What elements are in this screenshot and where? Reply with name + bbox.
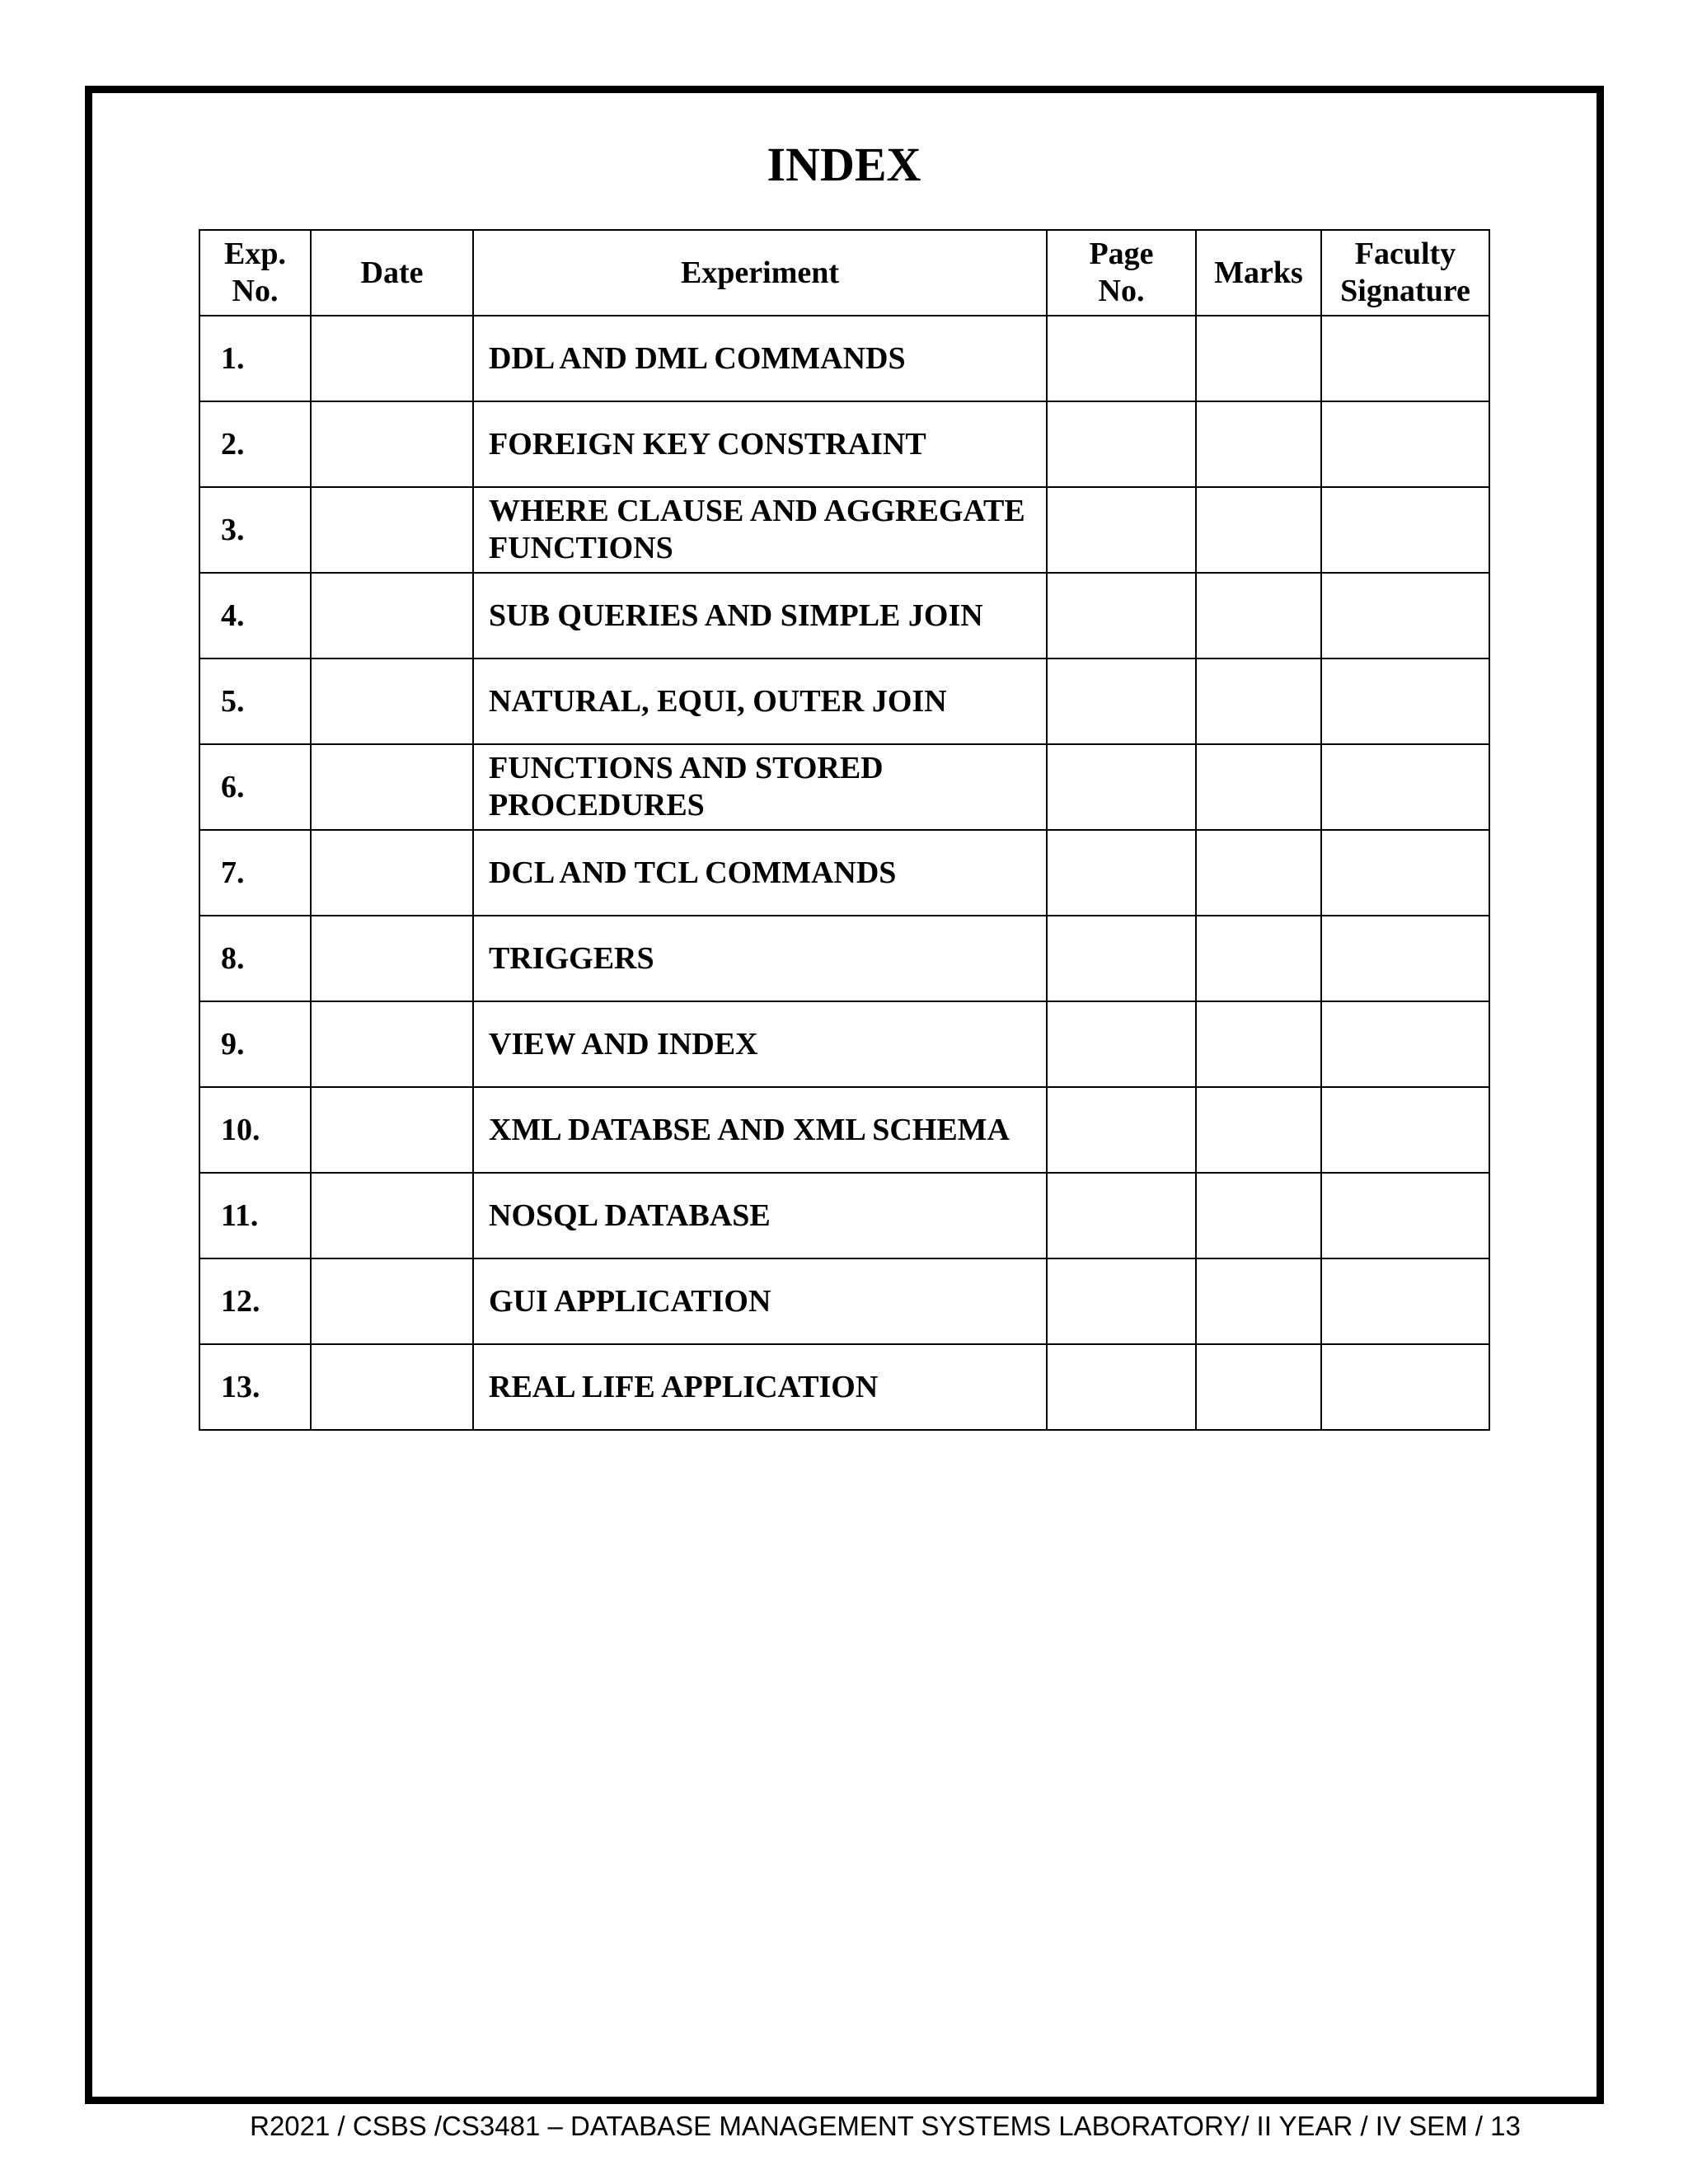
header-page-no-label: Page No. bbox=[1089, 237, 1154, 308]
cell-faculty-signature bbox=[1321, 1173, 1489, 1258]
cell-faculty-signature bbox=[1321, 658, 1489, 744]
index-table bbox=[199, 229, 1490, 1431]
header-row bbox=[199, 230, 1489, 316]
cell-marks bbox=[1196, 658, 1321, 744]
cell-experiment: TRIGGERS bbox=[473, 916, 1047, 1001]
cell-marks bbox=[1196, 1001, 1321, 1087]
table-header bbox=[199, 230, 1489, 316]
cell-exp-no: 6. bbox=[199, 744, 311, 830]
cell-page-no bbox=[1047, 916, 1196, 1001]
cell-experiment: FOREIGN KEY CONSTRAINT bbox=[473, 401, 1047, 487]
cell-faculty-signature bbox=[1321, 1344, 1489, 1430]
cell-experiment: NOSQL DATABASE bbox=[473, 1173, 1047, 1258]
cell-exp-no: 1. bbox=[199, 316, 311, 401]
table-row bbox=[199, 1173, 1489, 1258]
cell-exp-no: 4. bbox=[199, 573, 311, 658]
cell-date bbox=[311, 830, 473, 916]
cell-marks bbox=[1196, 916, 1321, 1001]
cell-date bbox=[311, 744, 473, 830]
cell-faculty-signature bbox=[1321, 1087, 1489, 1173]
table-row bbox=[199, 316, 1489, 401]
table-row bbox=[199, 744, 1489, 830]
cell-exp-no: 7. bbox=[199, 830, 311, 916]
page-title: INDEX bbox=[767, 138, 921, 191]
cell-faculty-signature bbox=[1321, 401, 1489, 487]
cell-experiment: XML DATABSE AND XML SCHEMA bbox=[473, 1087, 1047, 1173]
cell-exp-no: 8. bbox=[199, 916, 311, 1001]
cell-exp-no: 3. bbox=[199, 487, 311, 573]
header-exp-no bbox=[199, 230, 311, 316]
cell-marks bbox=[1196, 316, 1321, 401]
cell-faculty-signature bbox=[1321, 573, 1489, 658]
header-page-no bbox=[1047, 230, 1196, 316]
table-row bbox=[199, 487, 1489, 573]
table-row bbox=[199, 573, 1489, 658]
cell-experiment: REAL LIFE APPLICATION bbox=[473, 1344, 1047, 1430]
cell-experiment: GUI APPLICATION bbox=[473, 1258, 1047, 1344]
cell-exp-no: 10. bbox=[199, 1087, 311, 1173]
cell-page-no bbox=[1047, 1087, 1196, 1173]
cell-page-no bbox=[1047, 744, 1196, 830]
cell-date bbox=[311, 573, 473, 658]
cell-marks bbox=[1196, 401, 1321, 487]
cell-page-no bbox=[1047, 487, 1196, 573]
cell-exp-no: 12. bbox=[199, 1258, 311, 1344]
cell-faculty-signature bbox=[1321, 744, 1489, 830]
cell-faculty-signature bbox=[1321, 316, 1489, 401]
cell-experiment: DDL AND DML COMMANDS bbox=[473, 316, 1047, 401]
header-date: Date bbox=[311, 230, 473, 316]
cell-marks bbox=[1196, 1087, 1321, 1173]
table-row bbox=[199, 401, 1489, 487]
table-row bbox=[199, 1001, 1489, 1087]
cell-marks bbox=[1196, 1173, 1321, 1258]
cell-faculty-signature bbox=[1321, 830, 1489, 916]
cell-date bbox=[311, 1344, 473, 1430]
cell-date bbox=[311, 1173, 473, 1258]
cell-experiment: SUB QUERIES AND SIMPLE JOIN bbox=[473, 573, 1047, 658]
cell-marks bbox=[1196, 1258, 1321, 1344]
table-row bbox=[199, 1087, 1489, 1173]
header-exp-no-label: Exp. No. bbox=[224, 237, 286, 308]
cell-marks bbox=[1196, 744, 1321, 830]
cell-faculty-signature bbox=[1321, 1001, 1489, 1087]
table-row bbox=[199, 658, 1489, 744]
table-row bbox=[199, 916, 1489, 1001]
cell-faculty-signature bbox=[1321, 916, 1489, 1001]
cell-page-no bbox=[1047, 658, 1196, 744]
cell-exp-no: 13. bbox=[199, 1344, 311, 1430]
cell-page-no bbox=[1047, 401, 1196, 487]
cell-date bbox=[311, 658, 473, 744]
page-footer: R2021 / CSBS /CS3481 – DATABASE MANAGEMENT SYSTEMS LABORATORY/ II YEAR / IV SEM / 13 bbox=[250, 2111, 1521, 2141]
cell-faculty-signature bbox=[1321, 487, 1489, 573]
header-marks: Marks bbox=[1196, 230, 1321, 316]
header-faculty-signature bbox=[1321, 230, 1489, 316]
header-experiment: Experiment bbox=[473, 230, 1047, 316]
cell-exp-no: 2. bbox=[199, 401, 311, 487]
cell-page-no bbox=[1047, 1344, 1196, 1430]
table-row bbox=[199, 1258, 1489, 1344]
header-faculty-signature-label: Faculty Signature bbox=[1340, 237, 1470, 308]
table-row bbox=[199, 1344, 1489, 1430]
cell-experiment: VIEW AND INDEX bbox=[473, 1001, 1047, 1087]
cell-experiment: DCL AND TCL COMMANDS bbox=[473, 830, 1047, 916]
cell-experiment: NATURAL, EQUI, OUTER JOIN bbox=[473, 658, 1047, 744]
cell-faculty-signature bbox=[1321, 1258, 1489, 1344]
cell-date bbox=[311, 401, 473, 487]
cell-date bbox=[311, 1087, 473, 1173]
cell-date bbox=[311, 316, 473, 401]
cell-marks bbox=[1196, 573, 1321, 658]
cell-marks bbox=[1196, 830, 1321, 916]
cell-date bbox=[311, 1001, 473, 1087]
cell-date bbox=[311, 916, 473, 1001]
table-body bbox=[199, 316, 1489, 1430]
cell-page-no bbox=[1047, 1001, 1196, 1087]
cell-experiment: FUNCTIONS AND STORED PROCEDURES bbox=[473, 744, 1047, 830]
cell-page-no bbox=[1047, 1173, 1196, 1258]
cell-page-no bbox=[1047, 830, 1196, 916]
cell-marks bbox=[1196, 1344, 1321, 1430]
cell-exp-no: 5. bbox=[199, 658, 311, 744]
cell-experiment: WHERE CLAUSE AND AGGREGATE FUNCTIONS bbox=[473, 487, 1047, 573]
cell-date bbox=[311, 487, 473, 573]
cell-page-no bbox=[1047, 316, 1196, 401]
table-row bbox=[199, 830, 1489, 916]
cell-exp-no: 11. bbox=[199, 1173, 311, 1258]
cell-page-no bbox=[1047, 1258, 1196, 1344]
cell-date bbox=[311, 1258, 473, 1344]
cell-marks bbox=[1196, 487, 1321, 573]
cell-page-no bbox=[1047, 573, 1196, 658]
cell-exp-no: 9. bbox=[199, 1001, 311, 1087]
